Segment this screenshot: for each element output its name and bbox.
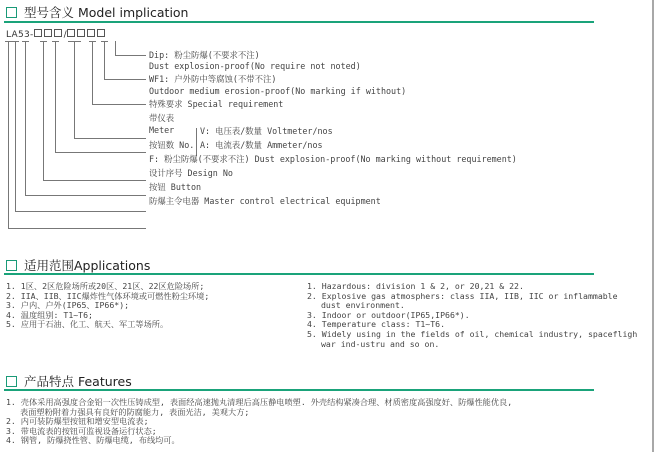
list-item: 2. Explosive gas atmosphers: class IIA, IIB, IIC or inflammable [307, 290, 618, 301]
list-item: 表面塑粉附着力强具有良好的防腐能力, 表面光洁, 美观大方; [20, 406, 250, 417]
bracket-line [8, 41, 9, 229]
list-item: 1. Hazardous: division 1 & 2, or 20,21 & 22. [307, 282, 524, 291]
bracket-leader [43, 180, 146, 181]
features-section-rule [4, 389, 594, 391]
label-meter-cn: 带仪表 [149, 113, 175, 123]
label-wf1: WF1: 户外防中等腐蚀(不带不注) [149, 74, 277, 84]
model-code-separator: / [63, 30, 67, 40]
label-f-dust: F: 粉尘防爆(不要求不注) Dust explosion-proof(No marking without requirement) [149, 154, 517, 164]
list-item: dust environment. [321, 300, 405, 311]
bracket-line [115, 41, 116, 56]
list-item: 2. 内可装防爆型按钮和增安型电流表; [6, 416, 149, 427]
applications-section-rule [4, 273, 594, 275]
bracket-line [15, 41, 16, 212]
square-outline-icon [6, 260, 17, 271]
bracket-line [74, 41, 75, 139]
bracket-leader [74, 138, 146, 139]
list-item: 3. 户内、户外(IP65、IP66*); [6, 300, 130, 311]
applications-section-title [6, 256, 150, 274]
model-section-title-text: 型号含义 Model implication [24, 5, 189, 20]
bracket-leader [25, 195, 146, 196]
square-outline-icon [6, 7, 17, 18]
list-item: 5. 应用于石油、化工、航天、军工等场所。 [6, 319, 169, 330]
list-item: 4. Temperature class: T1~T6. [307, 319, 446, 330]
list-item: 3. Indoor or outdoor(IP65,IP66*). [307, 309, 470, 320]
code-slot [34, 29, 42, 37]
list-item: 3. 带电流表的按钮可监视设备运行状态; [6, 425, 157, 436]
bracket-cap [5, 41, 12, 42]
bracket-line [92, 41, 93, 105]
code-slot [44, 29, 52, 37]
features-section-title-text: 产品特点 Features [24, 374, 132, 389]
list-item: war ind-ustru and so on. [321, 338, 440, 349]
page-edge-bar [652, 0, 654, 452]
code-slot [54, 29, 62, 37]
applications-en-list [307, 282, 652, 349]
bracket-cap [52, 41, 59, 42]
label-wf1-en: Outdoor medium erosion-proof(No marking if without) [149, 86, 407, 96]
label-voltmeter: V: 电压表/数量 Voltmeter/nos [200, 126, 333, 136]
label-meter-en: Meter [149, 125, 175, 135]
model-code [6, 29, 107, 40]
code-slot [87, 29, 95, 37]
model-code-prefix: LA53- [6, 30, 34, 40]
bracket-leader [15, 211, 146, 212]
bracket-line [104, 41, 105, 80]
features-section-title [6, 372, 132, 390]
bracket-leader [115, 55, 146, 56]
code-slot [97, 29, 105, 37]
list-item: 4. 钢管, 防爆挠性管、防爆电缆, 布线均可。 [6, 435, 180, 446]
label-dip: Dip: 粉尘防爆(不要求不注) [149, 50, 260, 60]
code-slot [77, 29, 85, 37]
list-item: 5. Widely using in the fields of oil, chemical industry, spacefligh [307, 328, 638, 339]
bracket-cap [89, 41, 96, 42]
bracket-cap [22, 41, 29, 42]
bracket-cap [40, 41, 47, 42]
label-master-control: 防爆主令电器 Master control electrical equipment [149, 196, 381, 206]
label-dip-en: Dust explosion-proof(No require not noted) [149, 61, 361, 71]
features-list [6, 398, 651, 446]
label-button-count: 按钮数 No. [149, 140, 195, 150]
bracket-leader [92, 104, 146, 105]
bracket-leader [55, 152, 146, 153]
bracket-cap [101, 41, 108, 42]
applications-section-title-text: 适用范围Applications [24, 258, 151, 273]
code-slot [67, 29, 75, 37]
label-ammeter: A: 电流表/数量 Ammeter/nos [200, 140, 323, 150]
bracket-line [25, 41, 26, 196]
square-outline-icon [6, 376, 17, 387]
bracket-line [43, 41, 44, 181]
model-section-rule [4, 21, 594, 23]
label-button: 按钮 Button [149, 182, 202, 192]
model-section-title [6, 3, 188, 21]
bracket-leader [8, 228, 146, 229]
bracket-cap [12, 41, 19, 42]
bracket-leader [104, 79, 146, 80]
meter-sub-bracket [196, 128, 197, 156]
applications-cn-list [6, 282, 209, 330]
bracket-line [55, 41, 56, 153]
list-item: 1. 壳体采用高强度合金铝一次性压铸成型, 表面经高速抛丸清理后高压静电喷塑. 外壳结构紧凑合理、材质密度高强度好、防爆性能优良, [6, 398, 513, 407]
label-design-no: 设计序号 Design No [149, 168, 233, 178]
list-item: 2. IIA、IIB、IIC爆炸性气体环境或可燃性粉尘环境; [6, 290, 210, 301]
list-item: 4. 温度组别: T1~T6; [6, 309, 93, 320]
list-item: 1. 1区、2区危险场所或20区、21区、22区危险场所; [6, 281, 205, 291]
label-special: 特殊要求 Special requirement [149, 99, 284, 109]
bracket-cap [68, 41, 81, 42]
